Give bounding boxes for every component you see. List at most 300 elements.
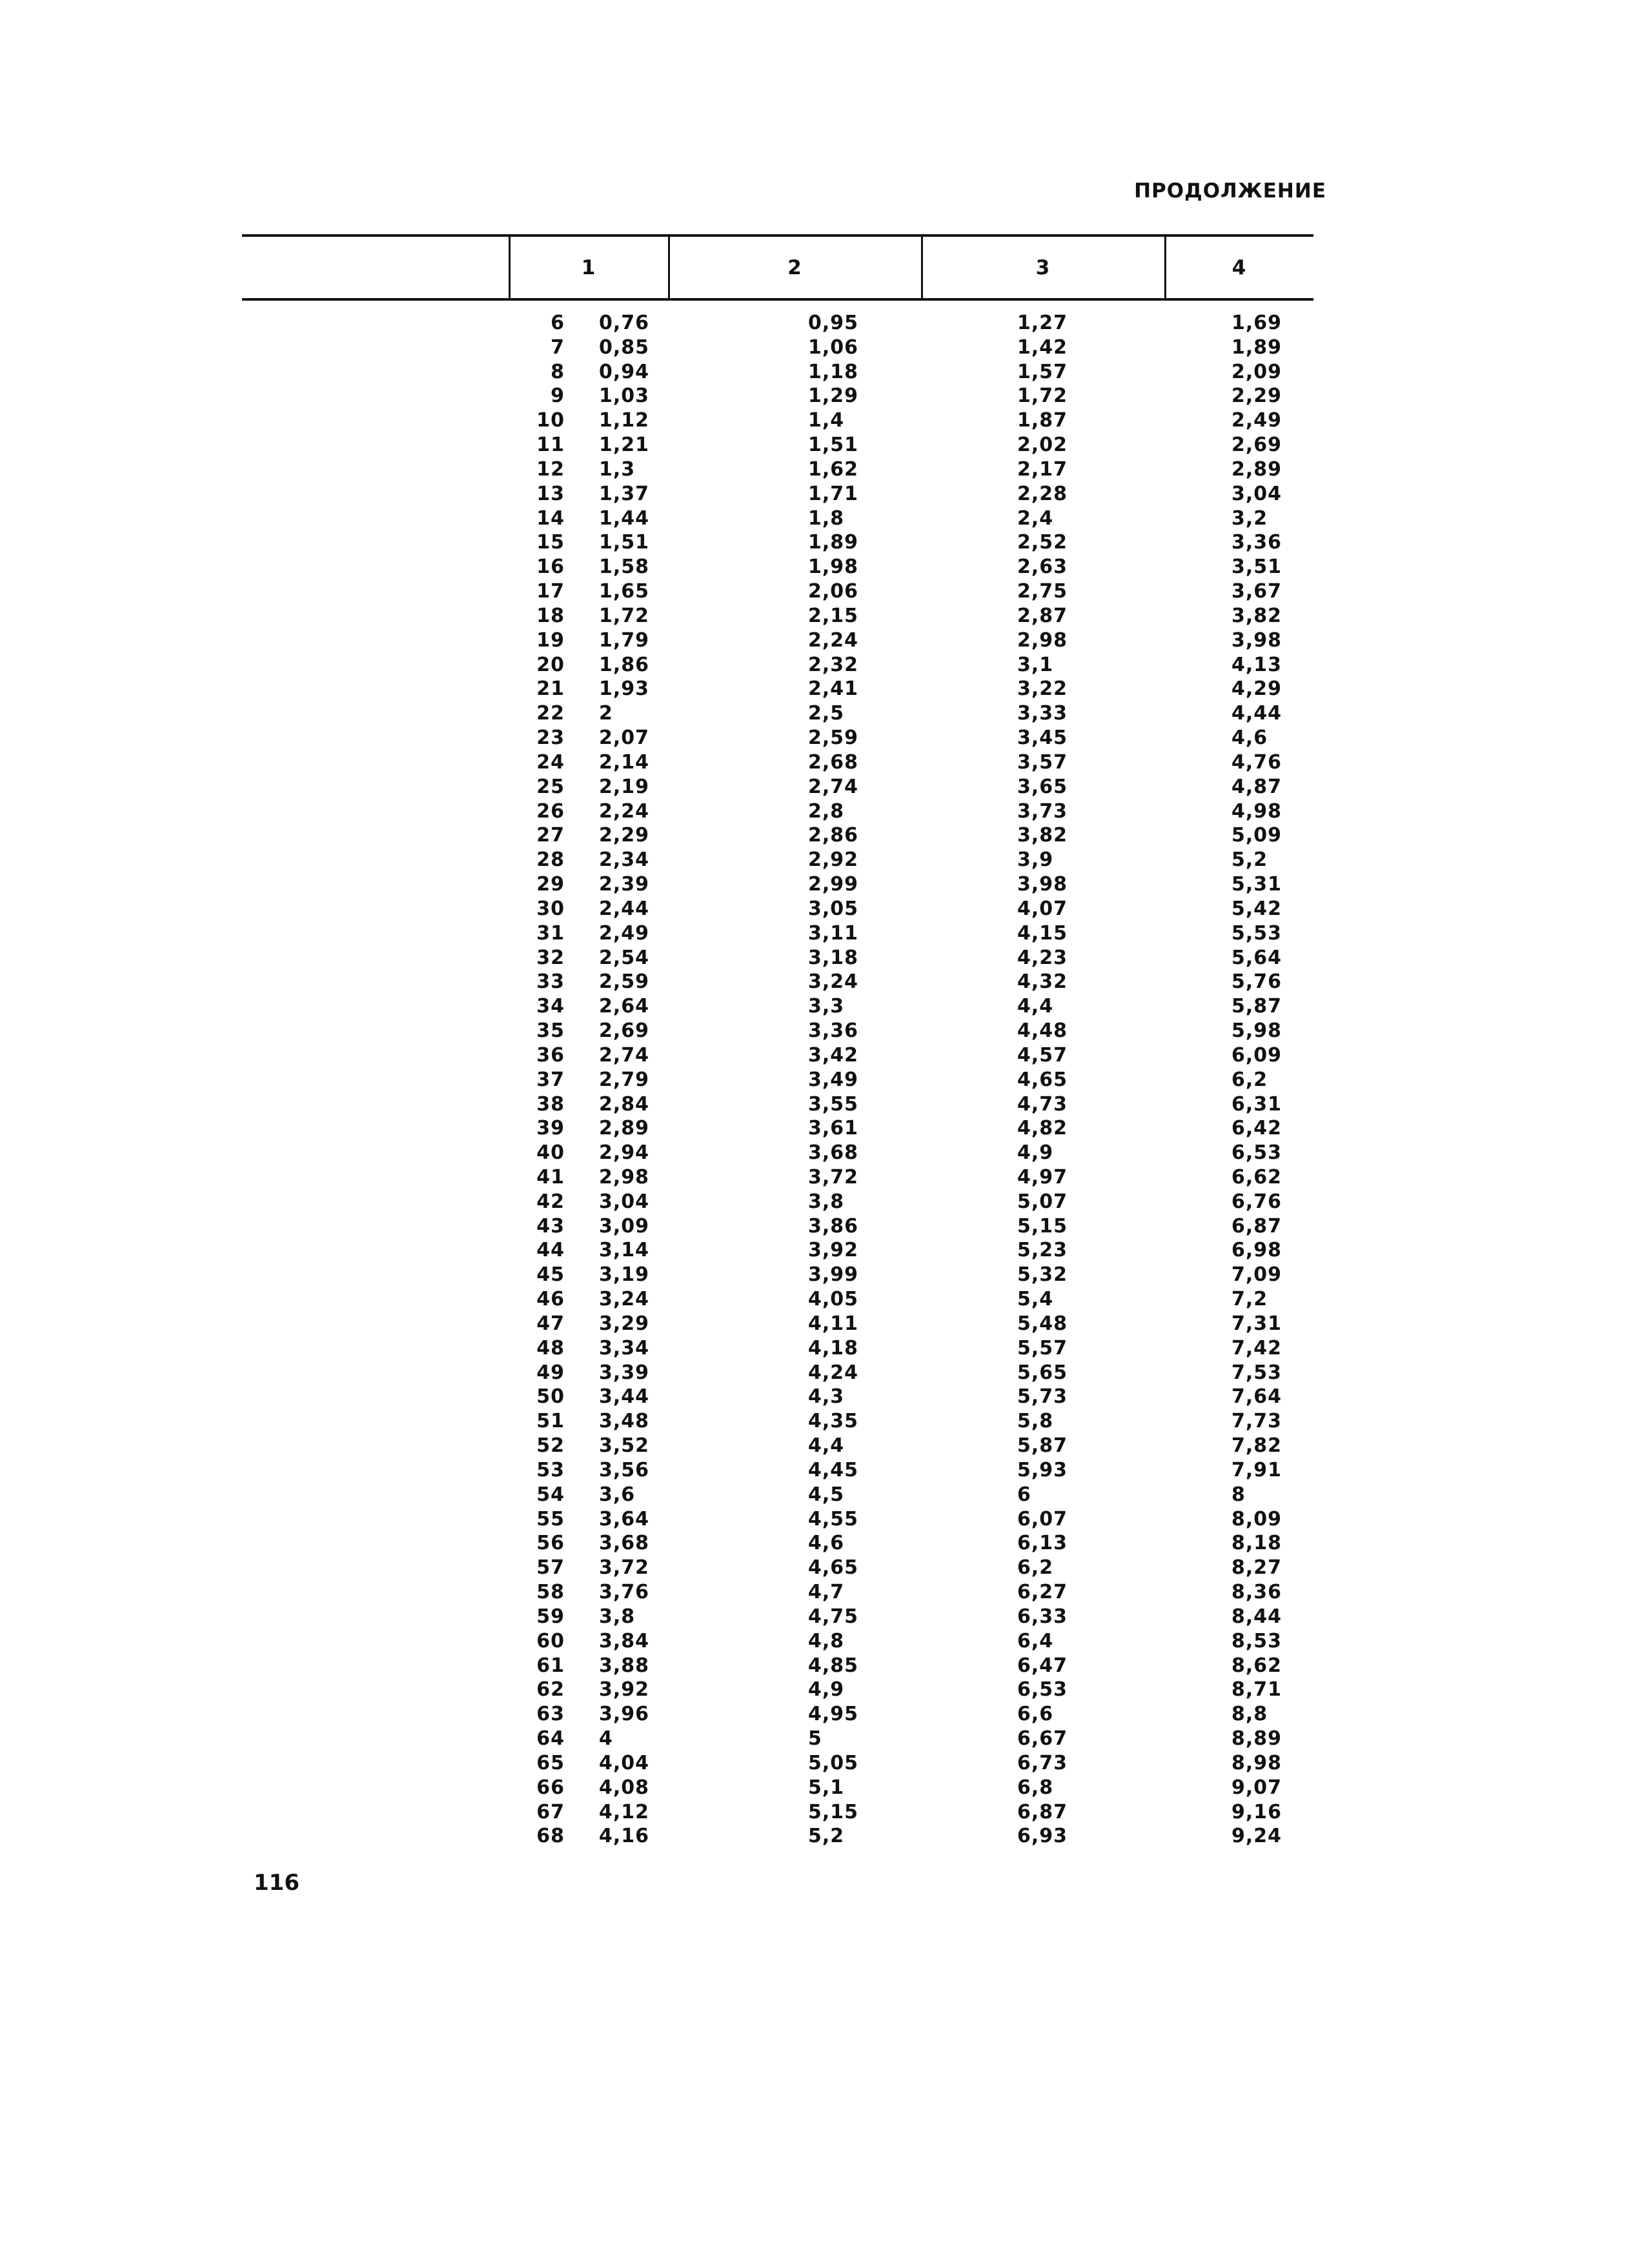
row-index: 65 [536, 1751, 565, 1774]
column-header-2: 2 [787, 256, 802, 279]
table-row [242, 1605, 1313, 1629]
table-cell-col4: 8,09 [1231, 1507, 1282, 1530]
table-cell-col4: 8,18 [1231, 1532, 1282, 1555]
row-index: 44 [536, 1239, 565, 1262]
row-index: 24 [536, 750, 565, 774]
table-row [242, 823, 1313, 848]
row-index: 29 [536, 873, 565, 896]
row-index: 40 [536, 1141, 565, 1165]
table-cell-col2: 1,06 [808, 336, 859, 359]
table-cell-col4: 6,76 [1231, 1190, 1282, 1213]
row-index: 36 [536, 1043, 565, 1067]
table-cell-col1: 3,72 [599, 1556, 650, 1580]
table-cell-col1: 3,39 [599, 1361, 650, 1384]
table-cell-col2: 2,59 [808, 727, 859, 750]
table-cell-col2: 5,2 [808, 1825, 845, 1848]
table-cell-col2: 4,24 [808, 1361, 859, 1384]
row-index: 11 [536, 434, 565, 457]
table-cell-col2: 3,72 [808, 1165, 859, 1189]
row-index: 18 [536, 604, 565, 627]
table-cell-col1: 3,96 [599, 1703, 650, 1726]
row-index: 9 [551, 385, 565, 408]
table-cell-col4: 9,07 [1231, 1776, 1282, 1799]
table-cell-col1: 2,79 [599, 1068, 650, 1091]
table-cell-col1: 3,68 [599, 1532, 650, 1555]
table-cell-col2: 2,99 [808, 873, 859, 896]
row-index: 42 [536, 1190, 565, 1213]
row-index: 27 [536, 824, 565, 847]
table-cell-col2: 4,35 [808, 1410, 859, 1433]
row-index: 8 [551, 360, 565, 383]
table-cell-col2: 1,51 [808, 434, 859, 457]
table-cell-col2: 2,74 [808, 775, 859, 798]
table-cell-col2: 3,8 [808, 1190, 845, 1213]
table-cell-col4: 3,51 [1231, 556, 1282, 579]
row-index: 43 [536, 1214, 565, 1238]
table-cell-col1: 3,14 [599, 1239, 650, 1262]
table-row [242, 921, 1313, 946]
table-cell-col3: 3,98 [1017, 873, 1068, 896]
table-cell-col3: 6,33 [1017, 1605, 1068, 1628]
table-cell-col1: 1,37 [599, 482, 650, 505]
table-row [242, 1824, 1313, 1849]
table-cell-col2: 0,95 [808, 312, 859, 334]
table-cell-col4: 4,87 [1231, 775, 1282, 798]
table-cell-col1: 1,12 [599, 409, 650, 432]
page-number: 116 [254, 1870, 299, 1896]
table-cell-col1: 1,21 [599, 434, 650, 457]
table-cell-col2: 2,15 [808, 604, 859, 627]
table-cell-col2: 1,8 [808, 507, 845, 530]
table-cell-col4: 7,53 [1231, 1361, 1282, 1384]
table-cell-col1: 3,52 [599, 1434, 650, 1458]
row-index: 60 [536, 1629, 565, 1652]
table-cell-col3: 1,42 [1017, 336, 1068, 359]
table-cell-col3: 3,33 [1017, 702, 1068, 725]
table-cell-col2: 2,41 [808, 677, 859, 701]
table-cell-col3: 5,32 [1017, 1263, 1068, 1287]
table-row [242, 408, 1313, 433]
row-index: 41 [536, 1165, 565, 1189]
column-divider [668, 237, 670, 298]
table-cell-col1: 1,79 [599, 628, 650, 652]
table-cell-col2: 4,6 [808, 1532, 845, 1555]
row-index: 28 [536, 848, 565, 872]
table-cell-col2: 5,1 [808, 1776, 845, 1799]
table-row [242, 360, 1313, 385]
table-cell-col3: 2,98 [1017, 628, 1068, 652]
row-index: 23 [536, 727, 565, 750]
table-cell-col4: 3,67 [1231, 580, 1282, 603]
table-cell-col3: 2,02 [1017, 434, 1068, 457]
row-index: 34 [536, 995, 565, 1018]
table-cell-col4: 8,71 [1231, 1678, 1282, 1701]
table-row [242, 1409, 1313, 1434]
table-row [242, 1483, 1313, 1507]
table-row [242, 1556, 1313, 1580]
table-row [242, 1043, 1313, 1068]
table-row [242, 1068, 1313, 1092]
row-index: 56 [536, 1532, 565, 1555]
table-cell-col4: 3,98 [1231, 628, 1282, 652]
table-cell-col4: 8,8 [1231, 1703, 1268, 1726]
table-cell-col1: 1,44 [599, 507, 650, 530]
table-cell-col2: 4,4 [808, 1434, 845, 1458]
row-index: 21 [536, 677, 565, 701]
table-row [242, 1263, 1313, 1287]
table-row [242, 1434, 1313, 1458]
table-cell-col3: 4,9 [1017, 1141, 1054, 1165]
row-index: 35 [536, 1019, 565, 1043]
table-cell-col4: 4,6 [1231, 727, 1268, 750]
table-cell-col2: 4,5 [808, 1483, 845, 1506]
row-index: 7 [551, 336, 565, 359]
table-cell-col4: 3,04 [1231, 482, 1282, 505]
table-row [242, 677, 1313, 701]
table-cell-col4: 6,98 [1231, 1239, 1282, 1262]
table-cell-col4: 7,82 [1231, 1434, 1282, 1458]
table-cell-col1: 2,24 [599, 799, 650, 823]
table-cell-col3: 5,93 [1017, 1458, 1068, 1481]
table-cell-col3: 5,73 [1017, 1385, 1068, 1409]
table-cell-col4: 5,76 [1231, 970, 1282, 994]
table-cell-col1: 2,14 [599, 750, 650, 774]
table-cell-col2: 5,05 [808, 1751, 859, 1774]
table-row [242, 872, 1313, 897]
table-cell-col4: 5,53 [1231, 921, 1282, 945]
table-cell-col1: 1,58 [599, 556, 650, 579]
table-cell-col4: 6,53 [1231, 1141, 1282, 1165]
table-cell-col4: 5,2 [1231, 848, 1268, 872]
table-cell-col3: 4,73 [1017, 1092, 1068, 1116]
table-cell-col1: 3,88 [599, 1654, 650, 1677]
table-cell-col4: 8,44 [1231, 1605, 1282, 1628]
table-row [242, 1214, 1313, 1239]
data-table [242, 234, 1313, 1849]
column-divider [921, 237, 923, 298]
table-row [242, 750, 1313, 775]
table-cell-col2: 4,95 [808, 1703, 859, 1726]
row-index: 32 [536, 946, 565, 969]
table-cell-col3: 6,87 [1017, 1800, 1068, 1823]
table-cell-col2: 3,3 [808, 995, 845, 1018]
table-row [242, 1361, 1313, 1385]
table-cell-col1: 0,76 [599, 312, 650, 334]
table-cell-col1: 1,3 [599, 457, 636, 481]
table-cell-col3: 4,32 [1017, 970, 1068, 994]
table-cell-col2: 4,75 [808, 1605, 859, 1628]
table-cell-col3: 2,4 [1017, 507, 1054, 530]
table-cell-col4: 6,09 [1231, 1043, 1282, 1067]
table-cell-col3: 5,57 [1017, 1336, 1068, 1360]
row-index: 46 [536, 1288, 565, 1311]
table-cell-col1: 3,34 [599, 1336, 650, 1360]
table-row [242, 848, 1313, 872]
table-cell-col3: 3,65 [1017, 775, 1068, 798]
table-cell-col1: 2,19 [599, 775, 650, 798]
table-cell-col3: 4,07 [1017, 897, 1068, 920]
table-cell-col4: 7,73 [1231, 1410, 1282, 1433]
table-cell-col1: 2,94 [599, 1141, 650, 1165]
table-cell-col3: 3,45 [1017, 727, 1068, 750]
table-row [242, 1141, 1313, 1165]
table-row [242, 507, 1313, 531]
table-cell-col2: 2,32 [808, 653, 859, 676]
table-cell-col2: 3,86 [808, 1214, 859, 1238]
table-cell-col4: 7,42 [1231, 1336, 1282, 1360]
row-index: 33 [536, 970, 565, 994]
table-cell-col2: 4,45 [808, 1458, 859, 1481]
row-index: 12 [536, 457, 565, 481]
column-header-1: 1 [581, 256, 596, 279]
table-cell-col4: 9,16 [1231, 1800, 1282, 1823]
table-cell-col2: 2,68 [808, 750, 859, 774]
table-cell-col2: 2,06 [808, 580, 859, 603]
table-cell-col3: 6,8 [1017, 1776, 1054, 1799]
table-cell-col1: 3,24 [599, 1288, 650, 1311]
table-cell-col3: 5,23 [1017, 1239, 1068, 1262]
table-cell-col2: 2,86 [808, 824, 859, 847]
table-cell-col2: 2,5 [808, 702, 845, 725]
table-cell-col3: 5,15 [1017, 1214, 1068, 1238]
table-cell-col2: 4,3 [808, 1385, 845, 1409]
table-row [242, 994, 1313, 1019]
table-cell-col4: 8 [1231, 1483, 1246, 1506]
column-header-4: 4 [1231, 256, 1246, 279]
table-row [242, 1800, 1313, 1825]
table-row [242, 1727, 1313, 1751]
table-cell-col2: 3,42 [808, 1043, 859, 1067]
table-cell-col1: 2,34 [599, 848, 650, 872]
table-cell-col2: 3,36 [808, 1019, 859, 1043]
table-cell-col1: 2,59 [599, 970, 650, 994]
row-index: 31 [536, 921, 565, 945]
table-cell-col2: 5 [808, 1727, 822, 1751]
table-cell-col3: 6,53 [1017, 1678, 1068, 1701]
table-cell-col3: 5,8 [1017, 1410, 1054, 1433]
table-cell-col3: 2,75 [1017, 580, 1068, 603]
table-cell-col3: 1,57 [1017, 360, 1068, 383]
table-cell-col3: 5,65 [1017, 1361, 1068, 1384]
table-cell-col3: 4,23 [1017, 946, 1068, 969]
table-cell-col4: 7,31 [1231, 1312, 1282, 1335]
table-row [242, 457, 1313, 482]
table-cell-col3: 4,65 [1017, 1068, 1068, 1091]
table-row [242, 1531, 1313, 1556]
table-cell-col2: 4,7 [808, 1581, 845, 1604]
table-row [242, 1751, 1313, 1776]
table-cell-col4: 9,24 [1231, 1825, 1282, 1848]
table-cell-col1: 2,07 [599, 727, 650, 750]
table-cell-col1: 2,69 [599, 1019, 650, 1043]
row-index: 67 [536, 1800, 565, 1823]
table-cell-col3: 5,48 [1017, 1312, 1068, 1335]
row-index: 22 [536, 702, 565, 725]
table-cell-col2: 4,55 [808, 1507, 859, 1530]
table-cell-col3: 4,15 [1017, 921, 1068, 945]
table-cell-col4: 6,62 [1231, 1165, 1282, 1189]
row-index: 30 [536, 897, 565, 920]
table-cell-col4: 2,49 [1231, 409, 1282, 432]
table-row [242, 336, 1313, 360]
table-row [242, 1629, 1313, 1654]
row-index: 49 [536, 1361, 565, 1384]
table-cell-col1: 2,29 [599, 824, 650, 847]
table-row [242, 1116, 1313, 1141]
table-cell-col4: 5,64 [1231, 946, 1282, 969]
table-row [242, 1312, 1313, 1336]
table-cell-col1: 3,64 [599, 1507, 650, 1530]
table-cell-col4: 6,42 [1231, 1117, 1282, 1140]
table-cell-col1: 2,39 [599, 873, 650, 896]
row-index: 26 [536, 799, 565, 823]
table-body [242, 311, 1313, 1849]
table-cell-col3: 3,82 [1017, 824, 1068, 847]
table-cell-col4: 7,09 [1231, 1263, 1282, 1287]
table-cell-col4: 8,62 [1231, 1654, 1282, 1677]
table-row [242, 1702, 1313, 1727]
row-index: 53 [536, 1458, 565, 1481]
row-index: 48 [536, 1336, 565, 1360]
table-cell-col2: 2,8 [808, 799, 845, 823]
table-cell-col1: 3,6 [599, 1483, 636, 1506]
table-cell-col4: 5,09 [1231, 824, 1282, 847]
table-cell-col1: 0,94 [599, 360, 650, 383]
table-cell-col3: 3,57 [1017, 750, 1068, 774]
row-index: 37 [536, 1068, 565, 1091]
table-cell-col4: 8,27 [1231, 1556, 1282, 1580]
row-index: 54 [536, 1483, 565, 1506]
column-header-3: 3 [1035, 256, 1050, 279]
row-index: 47 [536, 1312, 565, 1335]
table-cell-col2: 4,8 [808, 1629, 845, 1652]
table-cell-col4: 6,2 [1231, 1068, 1268, 1091]
table-cell-col3: 3,73 [1017, 799, 1068, 823]
table-cell-col3: 4,4 [1017, 995, 1054, 1018]
table-cell-col4: 6,87 [1231, 1214, 1282, 1238]
table-cell-col1: 2,89 [599, 1117, 650, 1140]
table-cell-col3: 5,87 [1017, 1434, 1068, 1458]
table-cell-col4: 8,53 [1231, 1629, 1282, 1652]
row-index: 59 [536, 1605, 565, 1628]
table-row [242, 1776, 1313, 1800]
table-cell-col4: 5,42 [1231, 897, 1282, 920]
table-cell-col2: 1,98 [808, 556, 859, 579]
row-index: 16 [536, 556, 565, 579]
table-row [242, 433, 1313, 457]
table-cell-col2: 3,61 [808, 1117, 859, 1140]
table-row [242, 1019, 1313, 1043]
table-cell-col3: 1,87 [1017, 409, 1068, 432]
row-index: 38 [536, 1092, 565, 1116]
table-cell-col4: 7,64 [1231, 1385, 1282, 1409]
table-cell-col4: 4,98 [1231, 799, 1282, 823]
table-cell-col1: 4,16 [599, 1825, 650, 1848]
table-cell-col4: 4,13 [1231, 653, 1282, 676]
table-cell-col1: 1,86 [599, 653, 650, 676]
table-row [242, 1678, 1313, 1702]
table-cell-col1: 3,92 [599, 1678, 650, 1701]
table-cell-col2: 1,89 [808, 531, 859, 554]
table-cell-col1: 3,04 [599, 1190, 650, 1213]
table-cell-col4: 1,89 [1231, 336, 1282, 359]
table-row [242, 946, 1313, 970]
table-cell-col3: 6,93 [1017, 1825, 1068, 1848]
table-cell-col3: 1,27 [1017, 312, 1068, 334]
row-index: 14 [536, 507, 565, 530]
table-cell-col3: 2,28 [1017, 482, 1068, 505]
row-index: 25 [536, 775, 565, 798]
table-cell-col1: 3,8 [599, 1605, 636, 1628]
table-cell-col2: 3,11 [808, 921, 859, 945]
table-cell-col2: 4,11 [808, 1312, 859, 1335]
table-row [242, 1458, 1313, 1483]
table-cell-col3: 2,87 [1017, 604, 1068, 627]
table-row [242, 1092, 1313, 1117]
table-cell-col4: 2,89 [1231, 457, 1282, 481]
table-cell-col3: 6,2 [1017, 1556, 1054, 1580]
row-index: 50 [536, 1385, 565, 1409]
table-cell-col2: 3,55 [808, 1092, 859, 1116]
row-index: 20 [536, 653, 565, 676]
table-cell-col1: 3,29 [599, 1312, 650, 1335]
table-cell-col4: 3,36 [1231, 531, 1282, 554]
table-cell-col3: 5,07 [1017, 1190, 1068, 1213]
row-index: 68 [536, 1825, 565, 1848]
table-cell-col1: 3,44 [599, 1385, 650, 1409]
table-row [242, 970, 1313, 994]
table-cell-col4: 4,76 [1231, 750, 1282, 774]
table-cell-col3: 6,13 [1017, 1532, 1068, 1555]
table-cell-col1: 4 [599, 1727, 613, 1751]
table-row [242, 897, 1313, 921]
table-cell-col1: 2 [599, 702, 613, 725]
table-cell-col4: 8,36 [1231, 1581, 1282, 1604]
row-index: 19 [536, 628, 565, 652]
table-row [242, 1238, 1313, 1263]
table-cell-col1: 3,09 [599, 1214, 650, 1238]
row-index: 58 [536, 1581, 565, 1604]
table-row [242, 482, 1313, 507]
table-row [242, 604, 1313, 628]
table-cell-col3: 6,67 [1017, 1727, 1068, 1751]
row-index: 55 [536, 1507, 565, 1530]
table-row [242, 1190, 1313, 1214]
table-cell-col3: 5,4 [1017, 1288, 1054, 1311]
row-index: 62 [536, 1678, 565, 1701]
table-cell-col2: 3,24 [808, 970, 859, 994]
table-cell-col1: 2,44 [599, 897, 650, 920]
row-index: 13 [536, 482, 565, 505]
column-header-0 [242, 237, 509, 298]
table-cell-col1: 2,84 [599, 1092, 650, 1116]
table-cell-col2: 5,15 [808, 1800, 859, 1823]
column-divider [509, 237, 511, 298]
table-cell-col4: 5,87 [1231, 995, 1282, 1018]
table-row [242, 1654, 1313, 1678]
table-row [242, 530, 1313, 555]
table-cell-col2: 2,92 [808, 848, 859, 872]
table-cell-col3: 3,22 [1017, 677, 1068, 701]
table-cell-col1: 4,08 [599, 1776, 650, 1799]
table-cell-col1: 1,93 [599, 677, 650, 701]
table-cell-col2: 4,85 [808, 1654, 859, 1677]
table-row [242, 701, 1313, 726]
table-cell-col2: 3,99 [808, 1263, 859, 1287]
table-cell-col2: 1,18 [808, 360, 859, 383]
table-cell-col2: 1,71 [808, 482, 859, 505]
table-cell-col2: 1,4 [808, 409, 845, 432]
